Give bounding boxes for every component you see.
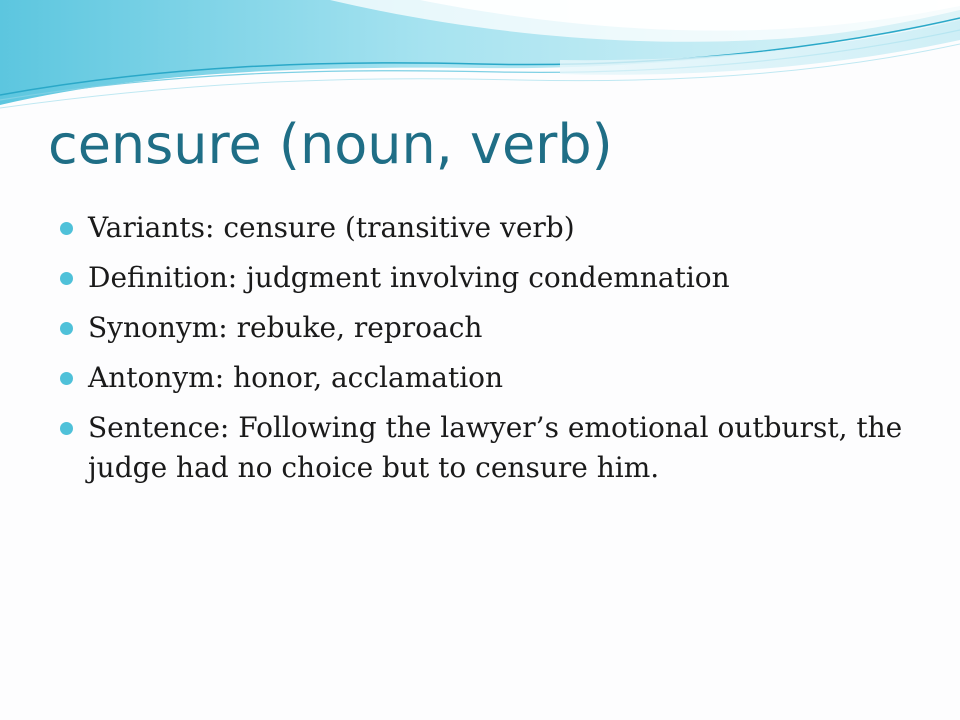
- bullet-dot-icon: [60, 222, 73, 235]
- bullet-dot-icon: [60, 372, 73, 385]
- bullet-dot-icon: [60, 422, 73, 435]
- bullet-item-antonym: [60, 358, 920, 398]
- bullet-dot-icon: [60, 272, 73, 285]
- header-wave-decoration: [0, 0, 960, 120]
- bullet-text: Synonym: rebuke, reproach: [88, 311, 483, 344]
- slide-title: censure (noun, verb): [48, 113, 613, 176]
- bullet-item-definition: [60, 258, 920, 298]
- bullet-text: Sentence: Following the lawyer’s emotional outburst, the judge had no choice but to censure him.: [88, 411, 903, 484]
- bullet-text: Variants: censure (transitive verb): [88, 211, 575, 244]
- bullet-dot-icon: [60, 322, 73, 335]
- bullet-list: [60, 208, 920, 498]
- bullet-item-synonym: [60, 308, 920, 348]
- bullet-item-variants: [60, 208, 920, 248]
- bullet-text: Antonym: honor, acclamation: [88, 361, 504, 394]
- bullet-item-sentence: [60, 408, 920, 488]
- bullet-text: Definition: judgment involving condemnation: [88, 261, 730, 294]
